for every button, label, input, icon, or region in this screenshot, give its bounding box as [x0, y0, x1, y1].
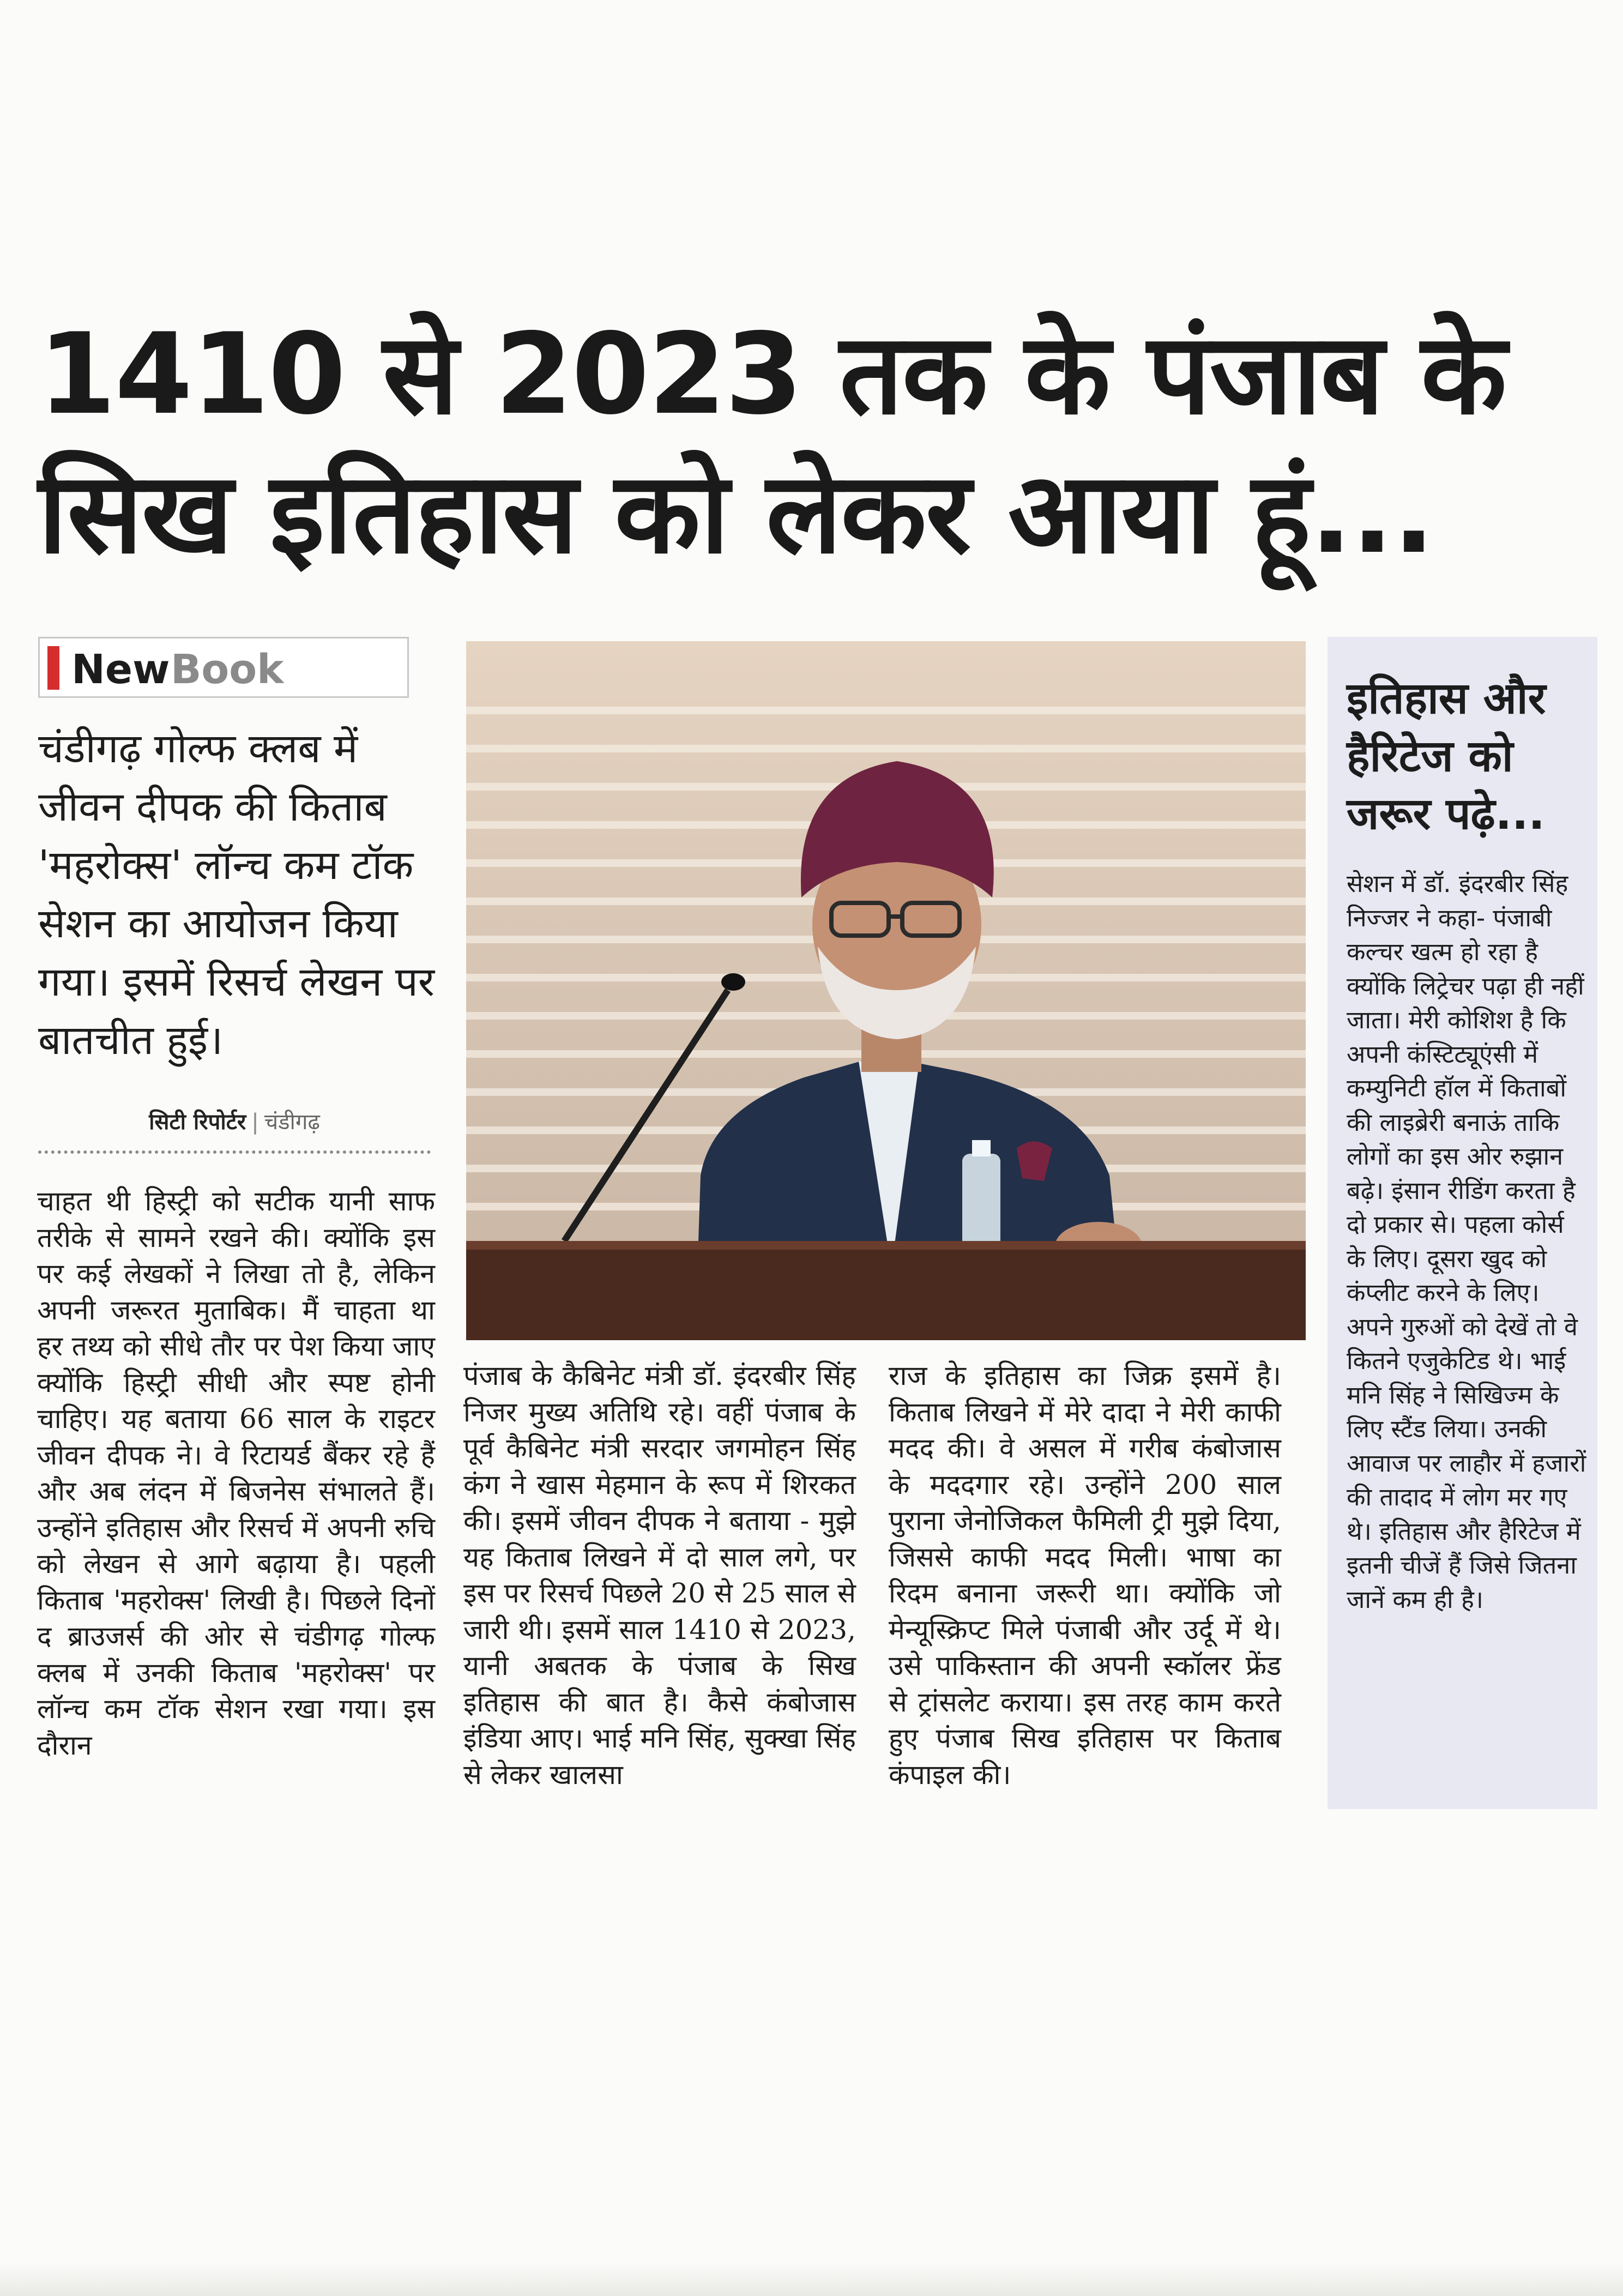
tag-word-book: Book: [171, 646, 284, 693]
intro-deck: चंडीगढ़ गोल्फ क्लब में जीवन दीपक की किताब 'महरोक्स' लॉन्च कम टॉक सेशन का आयोजन किया गया। इसमें रिसर्च लेखन पर बातचीत हुई।: [38, 725, 435, 1064]
speaker-illustration: [466, 641, 1306, 1340]
article-column-1: चाहत थी हिस्ट्री को सटीक यानी साफ तरीके से सामने रखने की। क्योंकि इस पर कई लेखकों ने लिखा तो है, लेकिन अपनी जरूरत मुताबिक। मैं चाहता था हर तथ्य को सीधे तौर पर पेश किया जाए क्योंकि हिस्ट्री सीधी और स्पष्ट होनी चाहिए। यह बताया 66 साल के राइटर जीवन दीपक ने। वे रिटायर्ड बैंकर रहे हैं और अब लंदन में बिजनेस संभालते हैं। उन्होंने इतिहास और रिसर्च में अपनी रुचि को लेखन से आगे बढ़ाया है। पहली किताब 'महरोक्स' लिखी है। पिछले दिनों द ब्राउजर्स की ओर से चंडीगढ़ गोल्फ क्लब में उनकी किताब 'महरोक्स' पर लॉन्च कम टॉक सेशन रखा गया। इस दौरान: [37, 1185, 435, 1761]
headline-line-1: 1410 से 2023 तक के पंजाब के: [38, 310, 1506, 439]
dotted-divider: [38, 1150, 431, 1154]
sidebar-body: सेशन में डॉ. इंदरबीर सिंह निज्जर ने कहा- पंजाबी कल्चर खत्म हो रहा है क्योंकि लिट्रेचर पढ़ा ही नहीं जाता। मेरी कोशिश है कि अपनी कंस्टिट्यूएंसी में कम्युनिटी हॉल में किताबों की लाइब्रेरी बनाऊं ताकि लोगों का इस ओर रुझान बढ़े। इंसान रीडिंग करता है दो प्रकार से। पहला कोर्स के लिए। दूसरा खुद को कंप्लीट करने के लिए। अपने गुरुओं को देखें तो वे कितने एजुकेटिड थे। भाई मनि सिंह ने सिखिज्म के लिए स्टैंड लिया। उनकी आवाज पर लाहौर में हजारों की तादाद में लोग मर गए थे। इतिहास और हैरिटेज में इतनी चीजें हैं जिसे जितना जानें कम ही है।: [1347, 869, 1586, 1614]
article-column-3: राज के इतिहास का जिक्र इसमें है। किताब लिखने में मेरे दादा ने मेरी काफी मदद की। वे असल में गरीब कंबोजास के मददगार रहे। उन्होंने 200 साल पुराना जेनोजिकल फैमिली ट्री मुझे दिया, जिससे काफी मदद मिली। भाषा का रिदम बनाना जरूरी था। क्योंकि जो मेन्यूस्क्रिप्ट मिले पंजाबी और उर्दू में थे। उसे पाकिस्तान की अपनी स्कॉलर फ्रेंड से ट्रांसलेट कराया। इस तरह काम करते हुए पंजाब सिख इतिहास पर किताब कंपाइल की।: [889, 1360, 1281, 1791]
headline-line-2: सिख इतिहास को लेकर आया हूं...: [38, 449, 1434, 578]
byline-city: चंडीगढ़: [264, 1110, 320, 1135]
sidebar-title: इतिहास और हैरिटेज को जरूर पढ़े...: [1347, 673, 1546, 839]
byline-reporter: सिटी रिपोर्टर: [149, 1110, 246, 1135]
byline: [38, 1106, 431, 1136]
page-bottom-edge: [0, 2263, 1623, 2296]
tag-accent-bar: [47, 646, 59, 690]
tag-word-new: New: [71, 646, 170, 693]
byline-separator: |: [251, 1110, 259, 1135]
new-book-tag: [38, 637, 409, 698]
speaker-photo: [466, 641, 1306, 1340]
article-column-2: पंजाब के कैबिनेट मंत्री डॉ. इंदरबीर सिंह निजर मुख्य अतिथि रहे। वहीं पंजाब के पूर्व कैबिनेट मंत्री सरदार जगमोहन सिंह कंग ने खास मेहमान के रूप में शिरकत की। इसमें जीवन दीपक ने बताया - मुझे यह किताब लिखने में दो साल लगे, पर इस पर रिसर्च पिछले 20 से 25 साल से जारी थी। इसमें साल 1410 से 2023, यानी अबतक के पंजाब के सिख इतिहास की बात है। कैसे कंबोजास इंडिया आए। भाई मनि सिंह, सुक्खा सिंह से लेकर खालसा: [463, 1360, 856, 1791]
headline: [38, 305, 1592, 583]
